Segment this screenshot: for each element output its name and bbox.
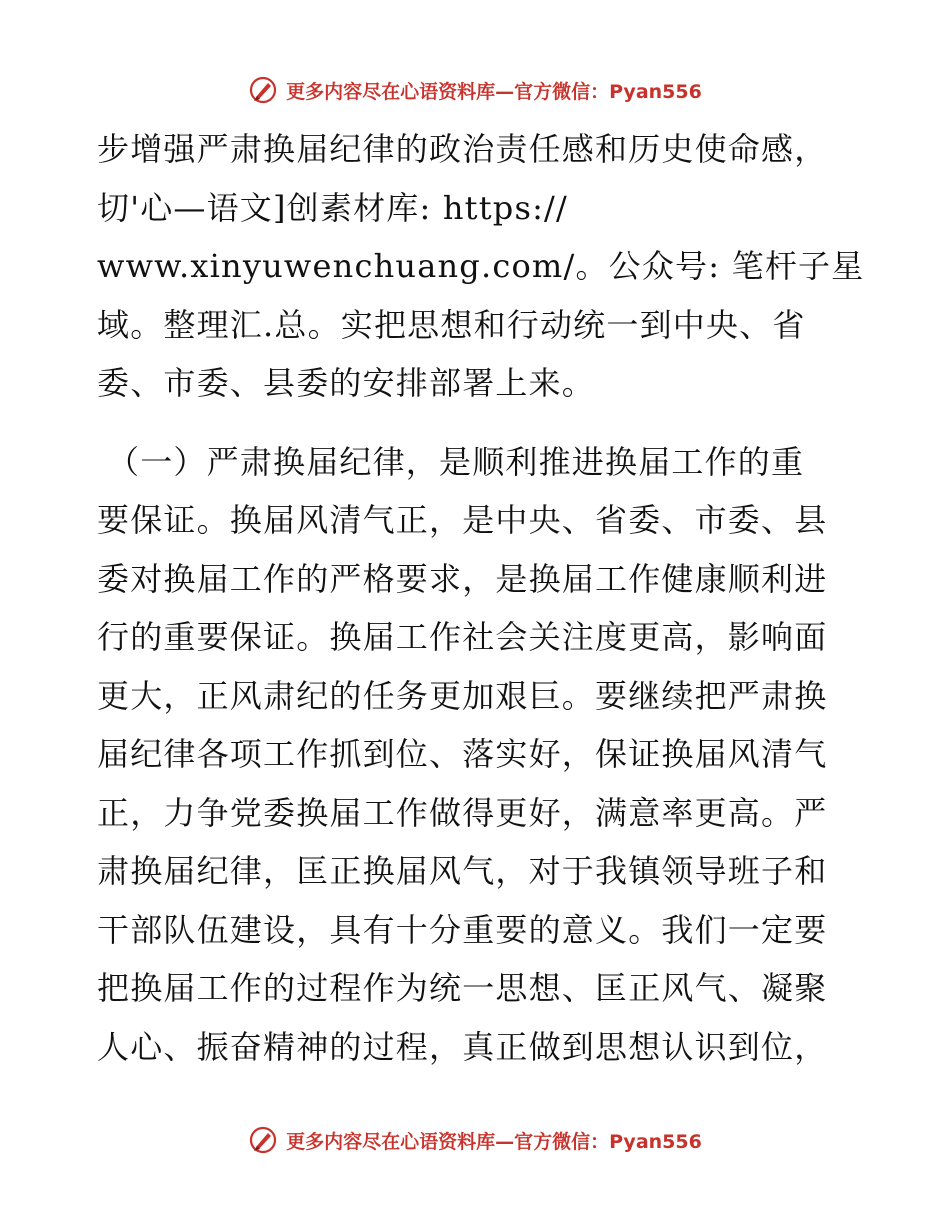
paragraph-gap <box>97 413 857 433</box>
text-line: 把换届工作的过程作为统一思想、匡正风气、凝聚 <box>97 969 828 1007</box>
text-line: 届纪律各项工作抓到位、落实好，保证换届风清气 <box>97 735 828 773</box>
text-line: 要保证。换届风清气正，是中央、省委、市委、县 <box>97 501 828 539</box>
text-line: （一）严肃换届纪律，是顺利推进换届工作的重 <box>107 442 805 481</box>
text-line: 委对换届工作的严格要求，是换届工作健康顺利进 <box>97 559 828 598</box>
text-line: 行的重要保证。换届工作社会关注度更高，影响面 <box>97 618 828 656</box>
text-line: 委、市委、县委的安排部署上来。 <box>97 364 596 402</box>
text-line: 切'心—语文]创素材库: https:// <box>97 188 569 227</box>
footer-watermark-text: 更多内容尽在心语资料库—官方微信：Pyan556 <box>286 1130 702 1153</box>
paragraph <box>97 433 857 1077</box>
pen-logo-icon <box>248 1125 278 1155</box>
document-body <box>97 120 865 1076</box>
text-line: 步增强严肃换届纪律的政治责任感和历史使命感， <box>97 130 828 168</box>
text-line: 正，力争党委换届工作做得更好，满意率更高。严 <box>97 793 828 832</box>
text-line: 肃换届纪律，匡正换届风气，对于我镇领导班子和 <box>97 852 828 890</box>
text-line: 干部队伍建设，具有十分重要的意义。我们一定要 <box>97 910 828 949</box>
footer-watermark <box>0 1120 950 1160</box>
text-line: www.xinyuwenchuang.com/。公众号: 笔杆子星 <box>97 247 865 285</box>
header-watermark-text: 更多内容尽在心语资料库—官方微信：Pyan556 <box>286 80 702 103</box>
header-watermark <box>0 70 950 110</box>
text-line: 域。整理汇.总。实把思想和行动统一到中央、省 <box>97 305 806 344</box>
paragraph <box>97 120 865 413</box>
pen-logo-icon <box>248 75 278 105</box>
text-line: 人心、振奋精神的过程，真正做到思想认识到位， <box>97 1027 828 1066</box>
text-line: 更大，正风肃纪的任务更加艰巨。要继续把严肃换 <box>97 676 828 715</box>
